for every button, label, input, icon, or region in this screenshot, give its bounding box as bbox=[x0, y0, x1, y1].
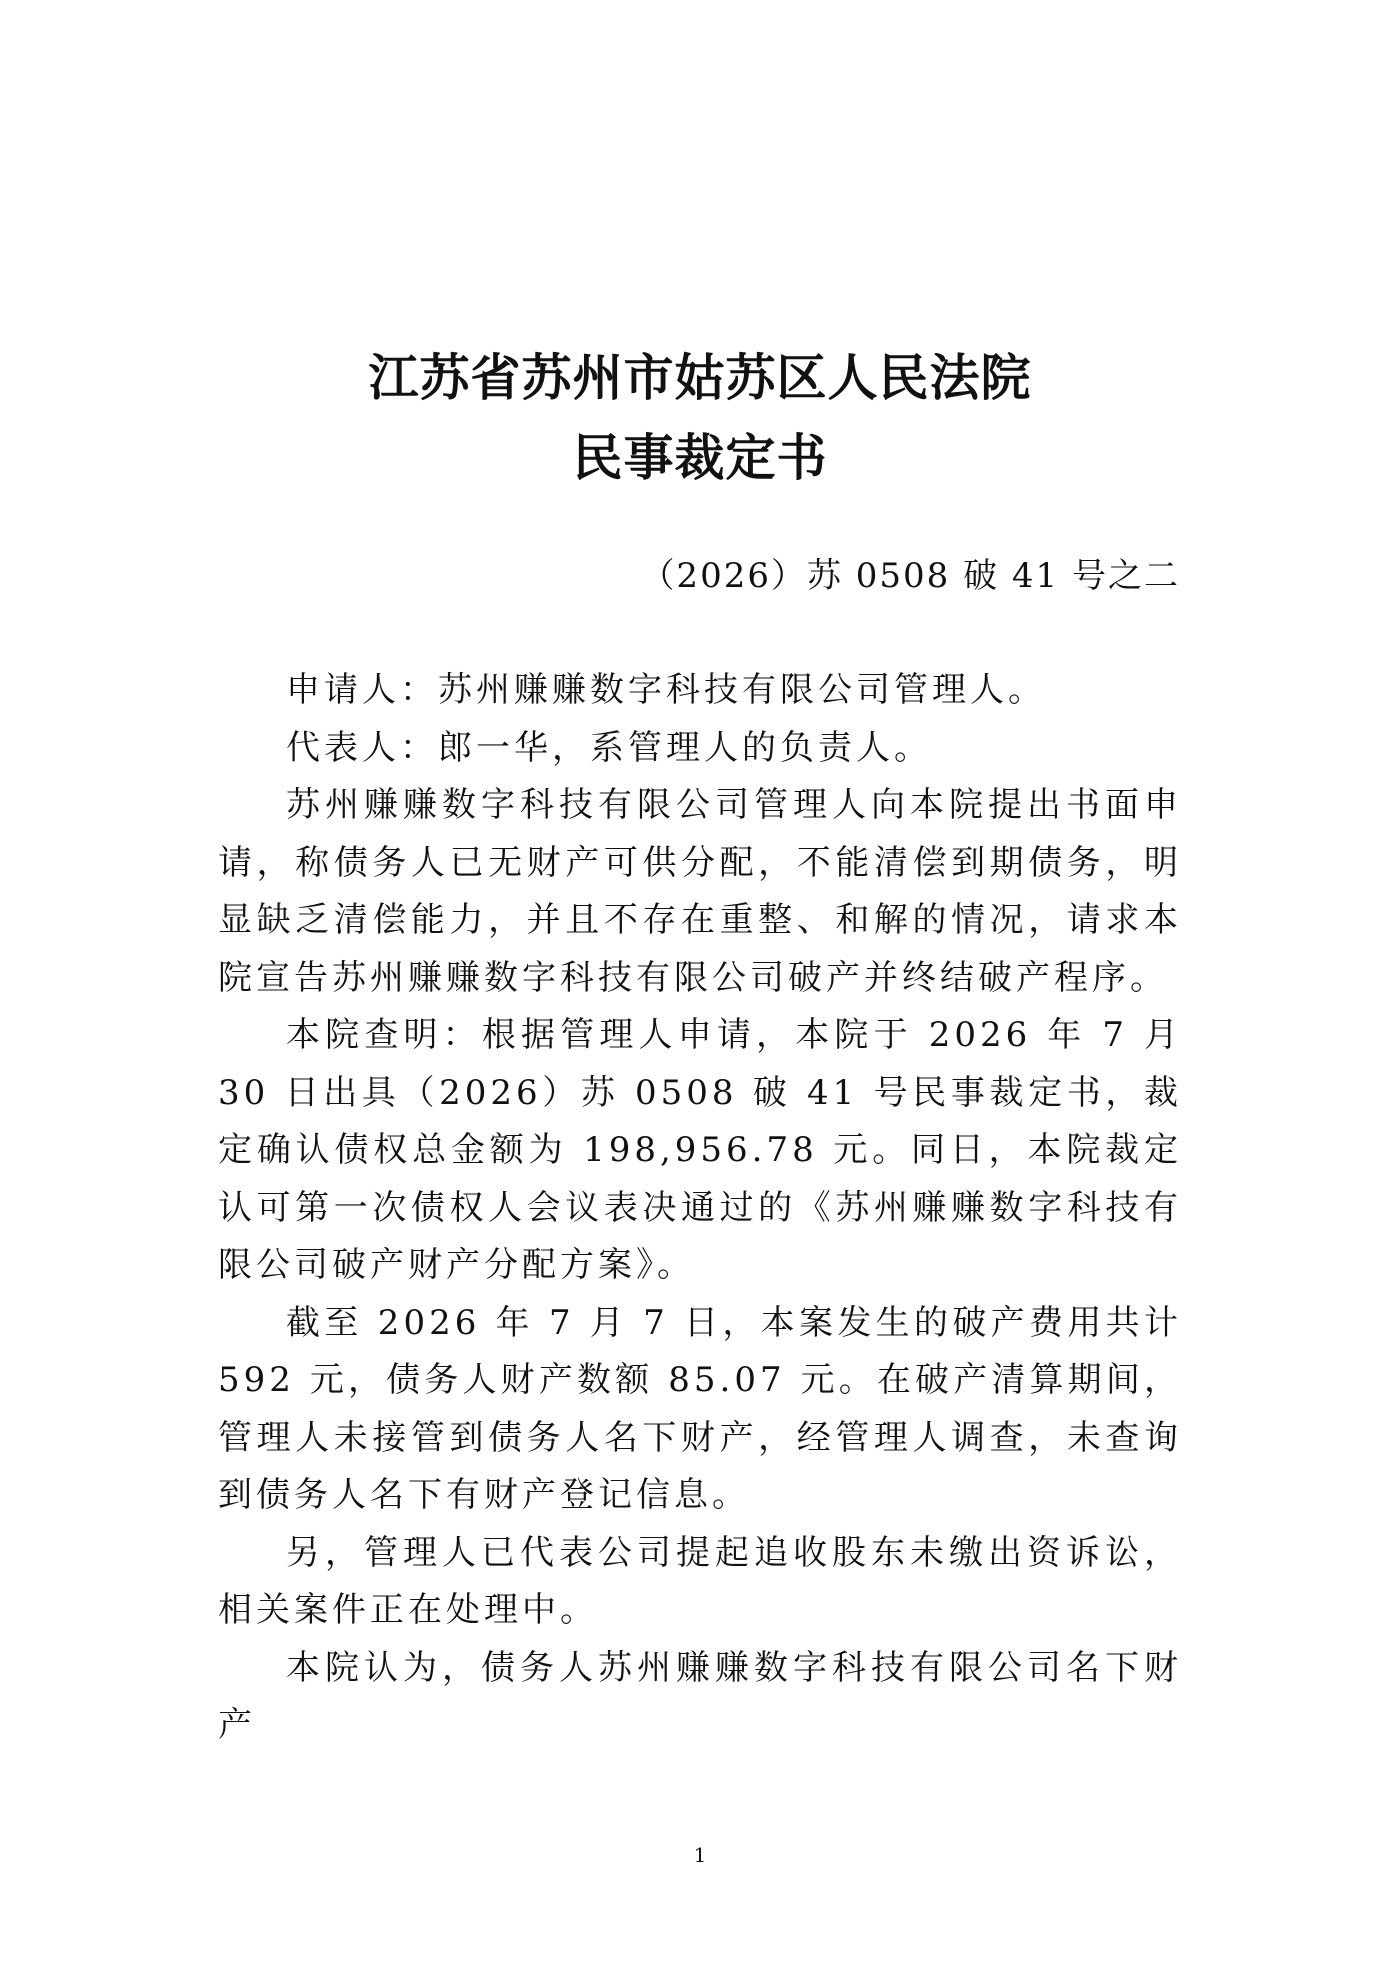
paragraph-litigation: 另，管理人已代表公司提起追收股东未缴出资诉讼，相关案件正在处理中。 bbox=[218, 1532, 1182, 1630]
paragraph-court-opinion: 本院认为，债务人苏州赚赚数字科技有限公司名下财产 bbox=[218, 1647, 1182, 1745]
paragraph-expenses: 截至 2026 年 7 月 7 日，本案发生的破产费用共计 592 元，债务人财产数额 85.07 元。在破产清算期间，管理人未接管到债务人名下财产，经管理人调查，未查询到债务人名下有财产登记信息。 bbox=[218, 1302, 1182, 1515]
paragraph-applicant: 申请人：苏州赚赚数字科技有限公司管理人。 bbox=[286, 670, 1046, 710]
paragraph-findings: 本院查明：根据管理人申请，本院于 2026 年 7 月 30 日出具（2026）苏 0508 破 41 号民事裁定书，裁定确认债权总金额为 198,956.78 元。同日，本院裁定认可第一次债权人会议表决通过的《苏州赚赚数字科技有限公司破产财产分配方案》。 bbox=[218, 1015, 1182, 1285]
paragraph-representative: 代表人：郎一华，系管理人的负责人。 bbox=[286, 727, 932, 768]
court-name: 江苏省苏州市姑苏区人民法院 bbox=[368, 348, 1032, 407]
document-body bbox=[218, 662, 1182, 1755]
page-number: 1 bbox=[693, 1843, 707, 1867]
case-number: （2026）苏 0508 破 41 号之二 bbox=[640, 556, 1180, 596]
paragraph-application: 苏州赚赚数字科技有限公司管理人向本院提出书面申请，称债务人已无财产可供分配，不能清偿到期债务，明显缺乏清偿能力，并且不存在重整、和解的情况，请求本院宣告苏州赚赚数字科技有限公司破产并终结破产程序。 bbox=[218, 785, 1182, 998]
document-type: 民事裁定书 bbox=[572, 428, 828, 487]
